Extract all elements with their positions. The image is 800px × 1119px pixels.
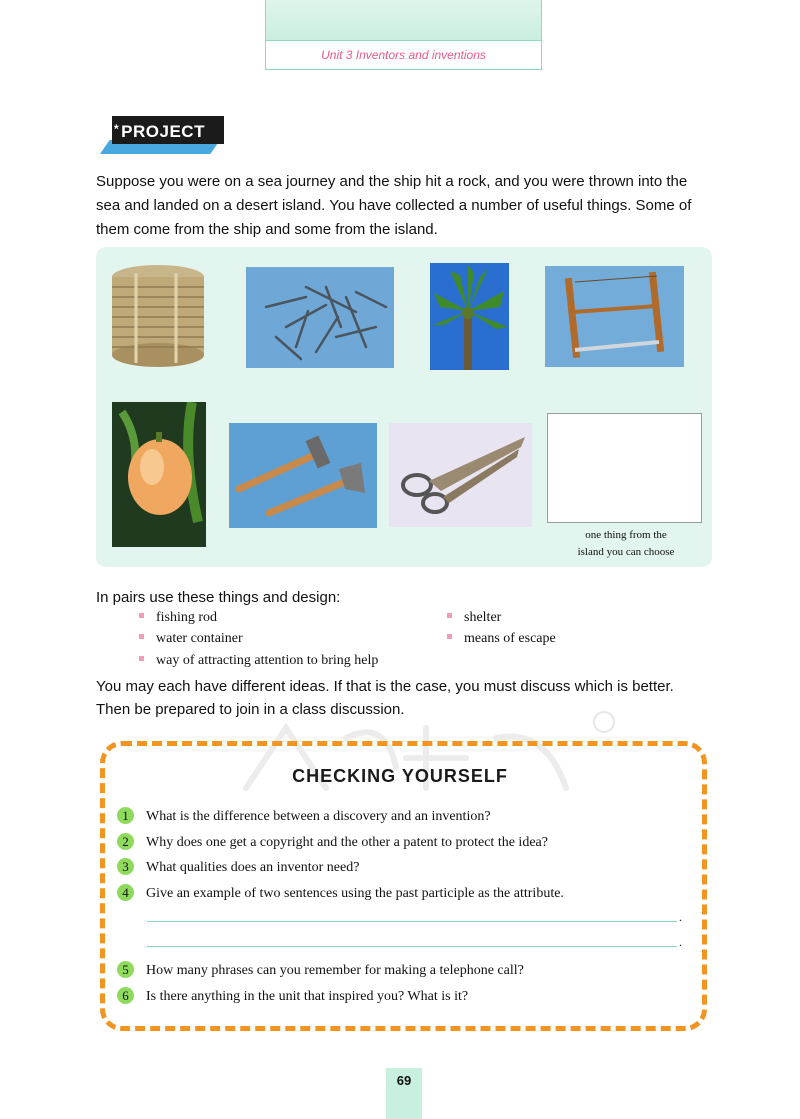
empty-choice-frame xyxy=(547,413,702,523)
intro-line-1: Suppose you were on a sea journey and the ship hit a rock, and you were thrown into the xyxy=(96,173,688,190)
question-item: 2 Why does one get a copyright and the other a patent to protect the idea? xyxy=(117,833,548,851)
header-decoration xyxy=(266,0,541,41)
list-item: fishing rod xyxy=(139,610,217,626)
palm-tree-image xyxy=(430,263,509,370)
bullet-icon xyxy=(139,656,144,661)
answer-line-1-end: . xyxy=(679,910,682,924)
answer-line-2[interactable] xyxy=(147,946,677,947)
answer-line-1[interactable] xyxy=(147,921,677,922)
unit-header xyxy=(265,0,542,70)
rope-coil-image xyxy=(106,263,210,369)
list-item: way of attracting attention to bring help xyxy=(139,653,378,669)
hammer-axe-image xyxy=(229,423,377,528)
checking-yourself-title: CHECKING YOURSELF xyxy=(292,766,508,786)
project-label: * PROJECT xyxy=(114,122,205,142)
bullet-icon xyxy=(447,613,452,618)
closing-line-1: You may each have different ideas. If that is the case, you must discuss which is better. xyxy=(96,678,674,695)
bullet-icon xyxy=(139,613,144,618)
question-item: 5 How many phrases can you remember for making a telephone call? xyxy=(117,961,524,979)
question-item: 1 What is the difference between a discovery and an invention? xyxy=(117,807,491,825)
empty-frame-caption: one thing from the island you can choose xyxy=(577,529,675,558)
intro-line-3: them come from the ship and some from the island. xyxy=(96,221,438,238)
question-item: 4 Give an example of two sentences using the past participle as the attribute. xyxy=(117,884,564,902)
answer-line-2-end: . xyxy=(679,935,682,949)
list-item: means of escape xyxy=(447,631,556,647)
design-prompt: In pairs use these things and design: xyxy=(96,589,341,606)
scissors-image xyxy=(389,423,532,527)
list-item: shelter xyxy=(447,610,501,626)
closing-line-2: Then be prepared to join in a class discussion. xyxy=(96,701,405,718)
unit-title: Unit 3 Inventors and inventions xyxy=(321,48,486,62)
page-number: 69 xyxy=(396,1073,412,1088)
nails-image xyxy=(246,267,394,368)
bullet-icon xyxy=(447,634,452,639)
intro-line-2: sea and landed on a desert island. You have collected a number of useful things. Some of xyxy=(96,197,692,214)
project-badge xyxy=(100,116,224,154)
saw-image xyxy=(545,266,684,367)
bullet-icon xyxy=(139,634,144,639)
gourd-image xyxy=(112,402,206,547)
question-item: 6 Is there anything in the unit that inspired you? What is it? xyxy=(117,987,468,1005)
question-item: 3 What qualities does an inventor need? xyxy=(117,858,359,876)
list-item: water container xyxy=(139,631,243,647)
